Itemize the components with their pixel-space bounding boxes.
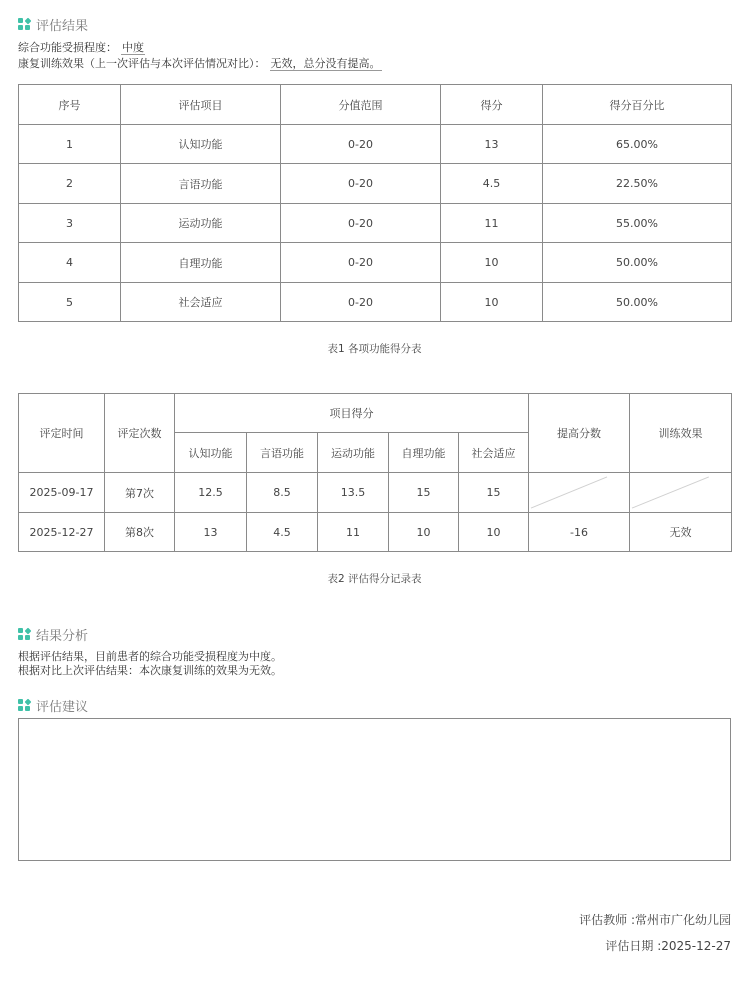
effect-value: 无效，总分没有提高。 [270,57,381,70]
table-cell: 22.50% [543,164,732,204]
table-row [19,204,732,243]
analysis-line: 根据评估结果，目前患者的综合功能受损程度为中度。 [18,650,282,663]
header-cell: 评定次数 [105,394,175,473]
table-cell: 0-20 [281,204,441,243]
analysis-line: 根据对比上次评估结果：本次康复训练的效果为无效。 [18,664,282,677]
table2-caption: 表2 评估得分记录表 [327,573,422,585]
table-cell: 15 [459,473,529,513]
table-cell: 10 [441,283,543,322]
table-cell: 13 [175,513,247,552]
table-cell: 4.5 [247,513,318,552]
table-cell: 言语功能 [121,164,281,204]
empty-diagonal-cell [630,473,732,513]
overall-line [18,39,145,55]
table-row [19,513,732,552]
table-cell: 15 [389,473,459,513]
header-cell: 项目得分 [175,394,529,433]
effect-label: 康复训练效果（上一次评估与本次评估情况对比）： [18,57,266,70]
table-cell: 10 [389,513,459,552]
header-cell: 得分 [441,85,543,125]
suggestion-section-title [18,696,88,715]
table-cell: 社会适应 [121,283,281,322]
date-line: 评估日期 :2025-12-27 [605,939,731,953]
table-cell: 第7次 [105,473,175,513]
header-cell: 评定时间 [19,394,105,473]
table-cell: 2025-12-27 [19,513,105,552]
table-cell: 11 [441,204,543,243]
table-cell: 55.00% [543,204,732,243]
table-cell: 0-20 [281,243,441,283]
table-header-row [19,394,732,433]
score-record-table [18,393,732,552]
table-cell: 无效 [630,513,732,552]
header-cell: 运动功能 [318,433,389,473]
diagonal-line [529,473,629,512]
table-cell: 3 [19,204,121,243]
analysis-section-title [18,625,88,644]
table-cell: 13.5 [318,473,389,513]
suggestion-box[interactable] [18,718,731,861]
grid-icon [18,628,31,641]
header-cell: 自理功能 [389,433,459,473]
table-row [19,125,732,164]
header-cell: 提高分数 [529,394,630,473]
table-cell: 0-20 [281,125,441,164]
table-cell: 5 [19,283,121,322]
table-cell: 10 [441,243,543,283]
table-cell: 50.00% [543,283,732,322]
header-cell: 言语功能 [247,433,318,473]
result-section-title [18,15,88,34]
table-cell: 8.5 [247,473,318,513]
table-cell: 4 [19,243,121,283]
table-row [19,243,732,283]
table-cell: 4.5 [441,164,543,204]
analysis-title: 结果分析 [36,629,89,644]
header-cell: 评估项目 [121,85,281,125]
table-cell: 13 [441,125,543,164]
grid-icon [18,699,31,712]
table-cell: 认知功能 [121,125,281,164]
overall-label: 综合功能受损程度： [18,41,117,54]
teacher-line: 评估教师 :常州市广化幼儿园 [579,913,731,927]
table-cell: 1 [19,125,121,164]
table-cell: 自理功能 [121,243,281,283]
table-cell: 65.00% [543,125,732,164]
table-cell: 11 [318,513,389,552]
table-cell: 12.5 [175,473,247,513]
table1-caption: 表1 各项功能得分表 [327,343,422,355]
overall-value: 中度 [122,41,144,54]
table-row [19,473,732,513]
table-cell: 第8次 [105,513,175,552]
table-row [19,164,732,204]
diagonal-line [630,473,731,512]
header-cell: 认知功能 [175,433,247,473]
empty-diagonal-cell [529,473,630,513]
table-row [19,283,732,322]
table-cell: 50.00% [543,243,732,283]
table-cell: -16 [529,513,630,552]
header-cell: 得分百分比 [543,85,732,125]
grid-icon [18,18,31,31]
table-cell: 0-20 [281,164,441,204]
table-header-row [19,85,732,125]
table-cell: 2025-09-17 [19,473,105,513]
table-cell: 运动功能 [121,204,281,243]
analysis-text [18,650,282,678]
suggestion-title: 评估建议 [36,700,89,715]
effect-line [18,55,382,71]
header-cell: 序号 [19,85,121,125]
table-cell: 2 [19,164,121,204]
result-title: 评估结果 [36,19,89,34]
table-cell: 10 [459,513,529,552]
function-score-table [18,84,732,322]
header-cell: 社会适应 [459,433,529,473]
header-cell: 分值范围 [281,85,441,125]
table-cell: 0-20 [281,283,441,322]
header-cell: 训练效果 [630,394,732,473]
